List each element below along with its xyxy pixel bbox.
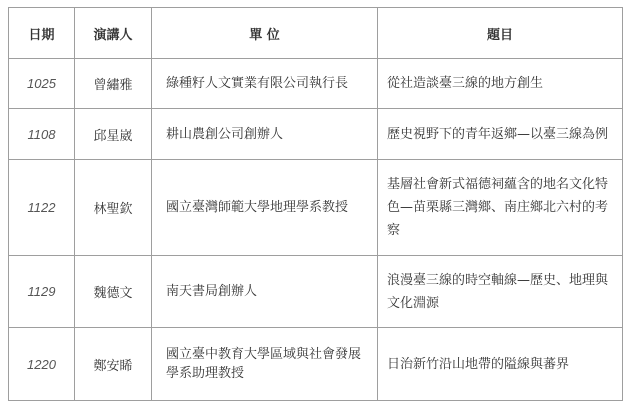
- speaker-cell: 林聖欽: [75, 160, 152, 256]
- unit-cell: 耕山農創公司創辦人: [152, 109, 378, 160]
- speaker-cell: 邱星崴: [75, 109, 152, 160]
- header-topic-part1: 題: [486, 27, 500, 43]
- table-row: [9, 109, 623, 160]
- header-date: 日期: [9, 8, 75, 59]
- unit-cell: 國立臺中教育大學區域與社會發展學系助理教授: [152, 328, 378, 401]
- table-row: [9, 256, 623, 328]
- topic-cell: 日治新竹沿山地帶的隘線與蕃界: [378, 328, 623, 401]
- header-unit: 單 位: [152, 8, 378, 59]
- speaker-cell: 曾繡雅: [75, 59, 152, 109]
- speaker-cell: 鄭安睎: [75, 328, 152, 401]
- unit-cell: 南天書局創辦人: [152, 256, 378, 328]
- date-cell: 1220: [9, 328, 75, 401]
- table-row: [9, 328, 623, 401]
- date-cell: 1108: [9, 109, 75, 160]
- unit-cell: 國立臺灣師範大學地理學系教授: [152, 160, 378, 256]
- topic-cell: 基層社會新式福德祠蘊含的地名文化特色—苗栗縣三灣鄉、南庄鄉北六村的考察: [378, 160, 623, 256]
- topic-cell: 浪漫臺三線的時空軸線—歷史、地理與文化淵源: [378, 256, 623, 328]
- header-topic-part2: 目: [500, 27, 514, 43]
- header-speaker: 演講人: [75, 8, 152, 59]
- unit-cell: 綠種籽人文實業有限公司執行長: [152, 59, 378, 109]
- table-row: [9, 59, 623, 109]
- topic-cell: 歷史視野下的青年返鄉—以臺三線為例: [378, 109, 623, 160]
- speaker-cell: 魏德文: [75, 256, 152, 328]
- date-cell: 1122: [9, 160, 75, 256]
- table-header-row: [9, 8, 623, 59]
- table-row: [9, 160, 623, 256]
- date-cell: 1025: [9, 59, 75, 109]
- lecture-schedule-table: [8, 7, 623, 401]
- header-topic: [378, 8, 623, 59]
- date-cell: 1129: [9, 256, 75, 328]
- topic-cell: 從社造談臺三線的地方創生: [378, 59, 623, 109]
